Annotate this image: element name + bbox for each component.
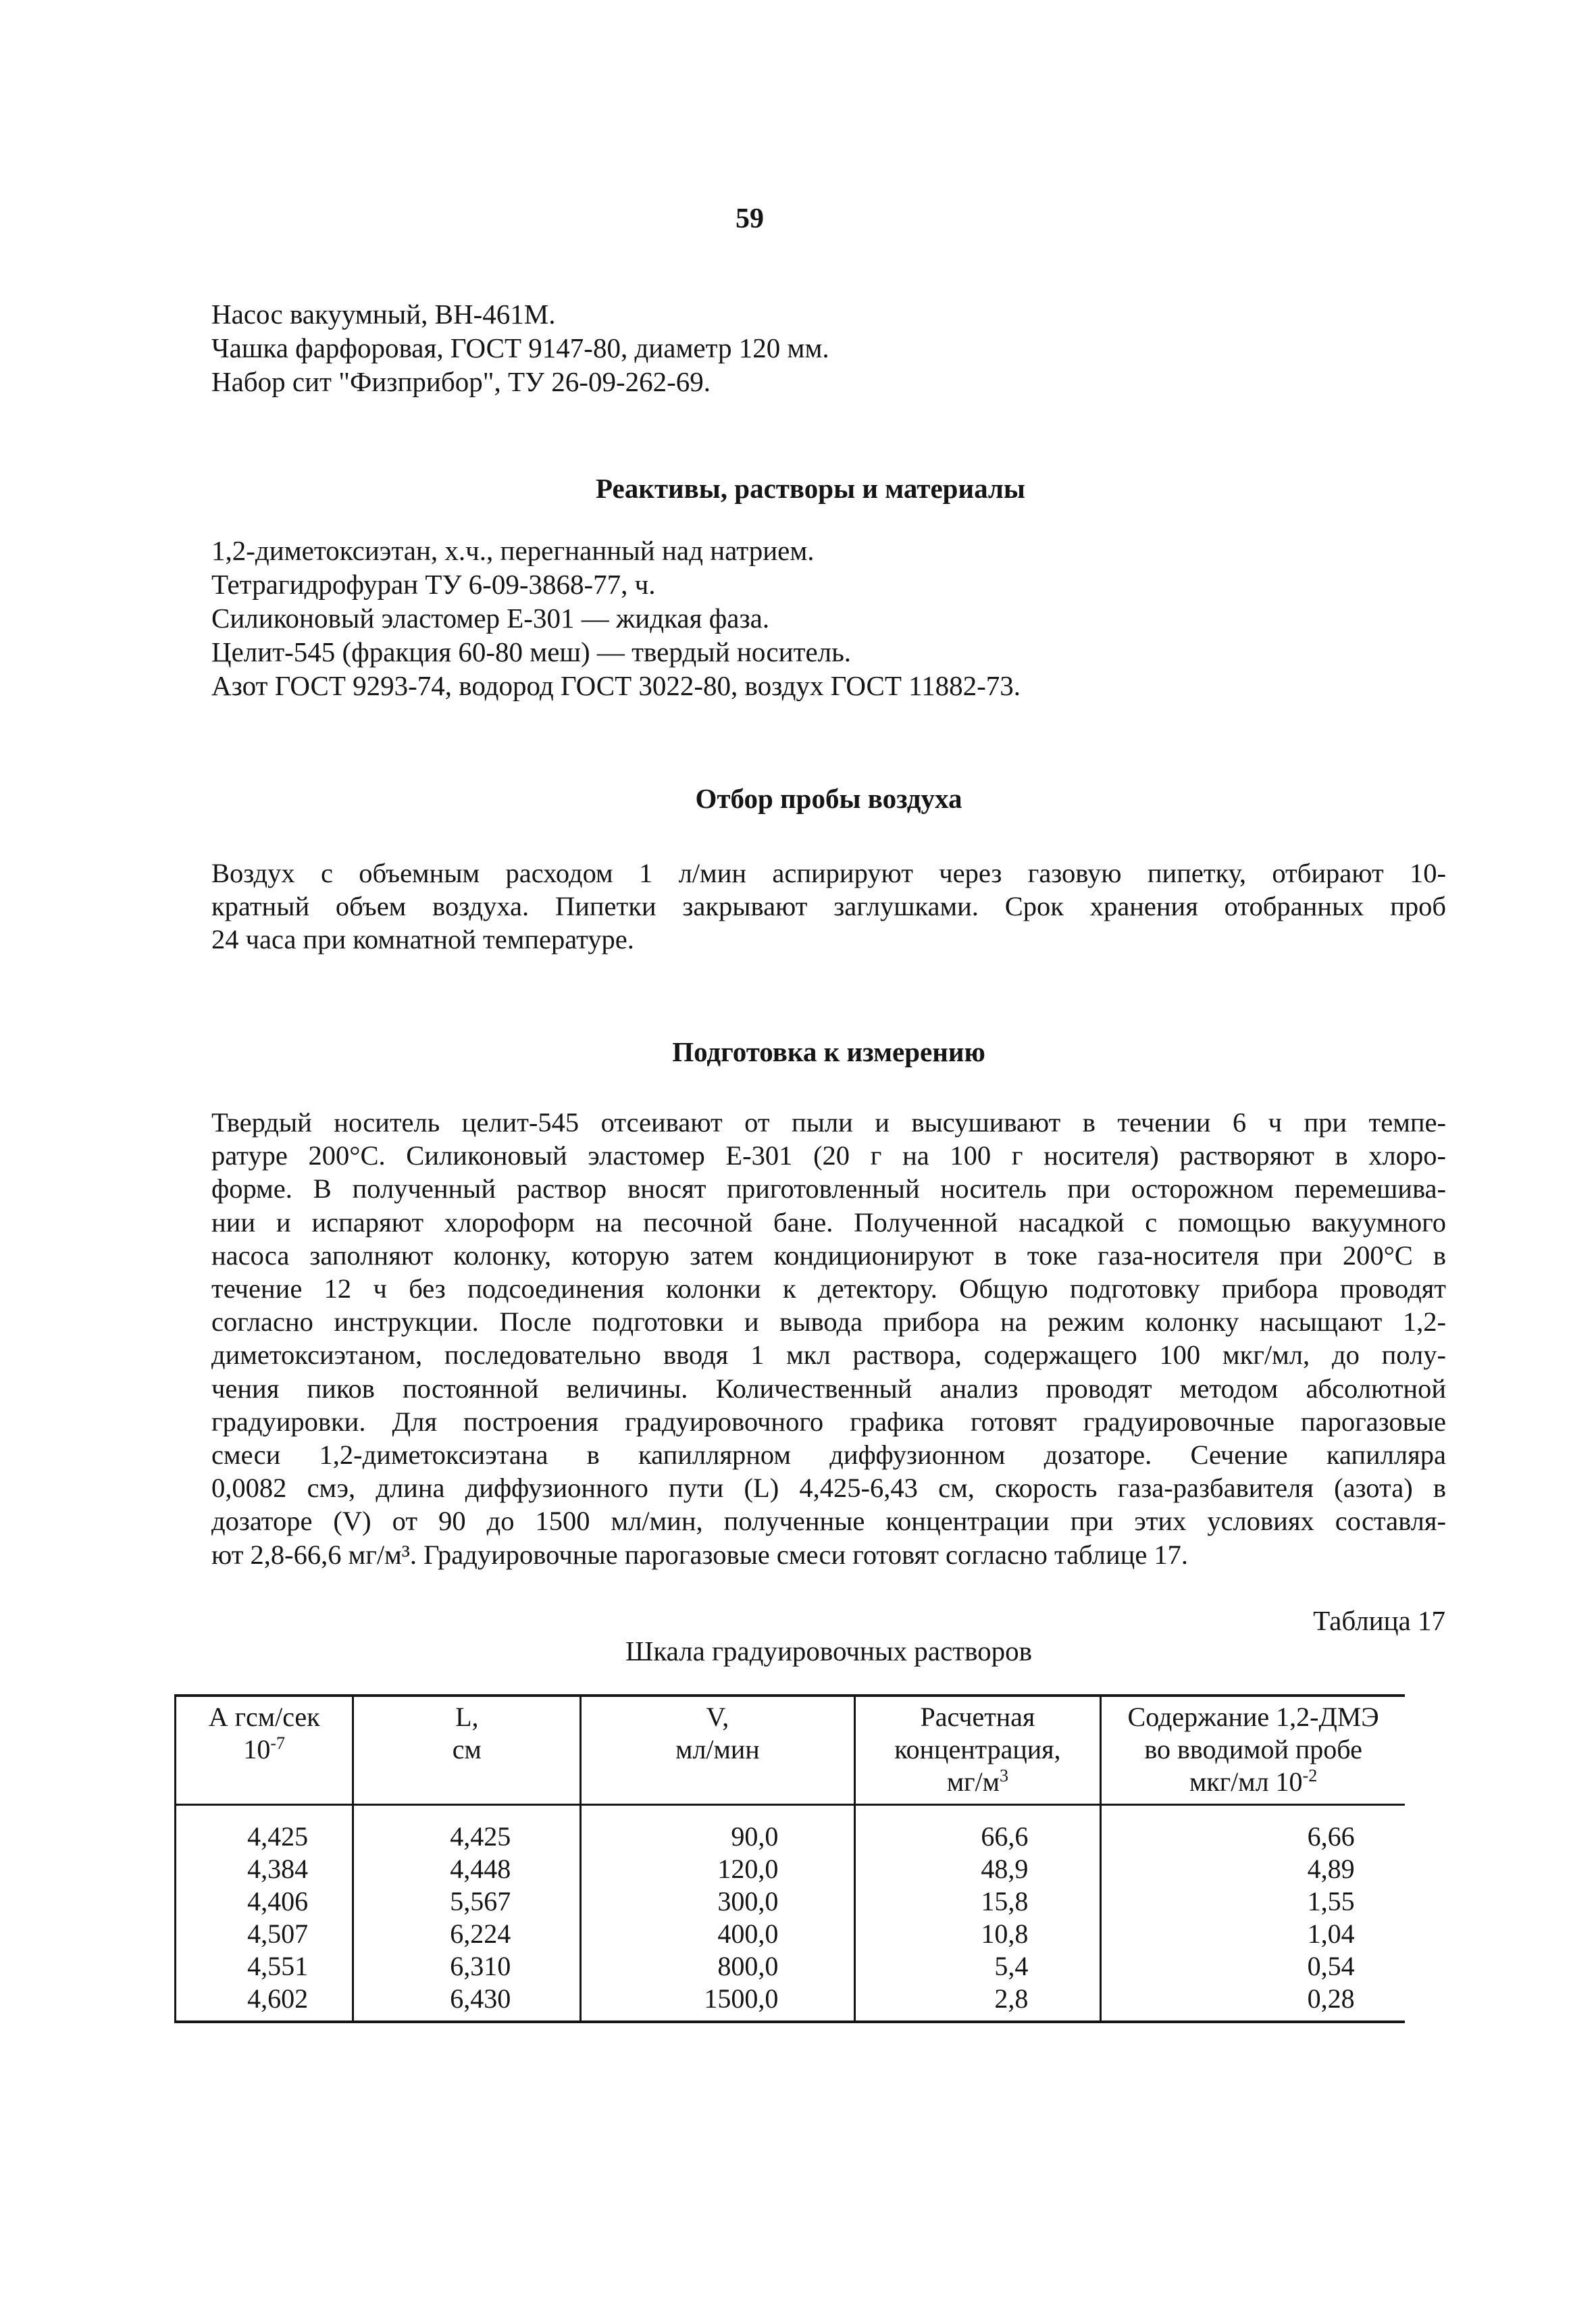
table-cell-v [581,1885,854,1918]
table-cell-v [581,1950,854,1983]
paragraph-line: ратуре 200°С. Силиконовый эластомер Е-301 (20 г на 100 г носителя) растворяют в хлоро- [211,1140,1446,1171]
table-cell-a [176,1805,353,1854]
calibration-table [174,1694,1405,2023]
table-cell-v [581,1853,854,1885]
equipment-item: Чашка фарфоровая, ГОСТ 9147-80, диаметр 120 мм. [211,332,829,363]
cell-value: 1,04 [1307,1918,1355,1949]
reagent-item: Силиконовый эластомер Е-301 — жидкая фаза. [211,603,770,634]
header-superscript: 3 [999,1766,1008,1785]
table-cell-concentration [854,1950,1101,1983]
reagent-item: 1,2-диметоксиэтан, х.ч., перегнанный над натрием. [211,535,815,566]
cell-value: 4,551 [247,1951,309,1981]
cell-value: 800,0 [717,1951,779,1981]
table-cell-concentration [854,1805,1101,1854]
preparation-paragraph [211,1106,1446,1571]
cell-value: 5,567 [450,1886,511,1916]
sampling-heading: Отбор пробы воздуха [695,783,962,814]
table-header-row [176,1696,1406,1805]
cell-value: 2,8 [994,1983,1029,2014]
header-text: А гсм/сек [208,1702,320,1732]
cell-value: 4,406 [247,1886,309,1916]
paragraph-line: чения пиков постоянной величины. Количественный анализ проводят методом абсолютной [211,1373,1446,1404]
table-cell-v [581,1805,854,1854]
table-cell-l [353,1885,581,1918]
cell-value: 300,0 [717,1886,779,1916]
header-text: концентрация, [894,1734,1061,1764]
paragraph-line: Твердый носитель целит-545 отсеивают от пыли и высушивают в течении 6 ч при темпе- [211,1107,1446,1138]
cell-value: 4,448 [450,1854,511,1884]
equipment-item: Насос вакуумный, ВН-461М. [211,299,556,330]
table-cell-v [581,1918,854,1950]
cell-value: 0,28 [1307,1983,1355,2014]
header-text: 10 [243,1734,271,1764]
equipment-item: Набор сит "Физприбор", ТУ 26-09-262-69. [211,366,711,397]
header-text: Расчетная [920,1702,1035,1732]
cell-value: 66,6 [981,1821,1029,1852]
paragraph-line: насоса заполняют колонку, которую затем кондиционируют в токе газа-носителя при 200°С в [211,1240,1446,1271]
cell-value: 6,430 [450,1983,511,2014]
reagents-list [211,534,1446,703]
column-header-v [581,1696,854,1805]
cell-value: 10,8 [981,1918,1029,1949]
header-text: V, [706,1702,729,1732]
reagent-item: Целит-545 (фракция 60-80 меш) — твердый носитель. [211,636,852,667]
cell-value: 6,66 [1307,1821,1355,1852]
paragraph-line: 24 часа при комнатной температуре. [211,924,634,955]
table-cell-l [353,1805,581,1854]
cell-value: 4,507 [247,1918,309,1949]
header-text: во вводимой пробе [1144,1734,1362,1764]
cell-value: 48,9 [981,1854,1029,1884]
table-cell-content [1101,1983,1405,2022]
cell-value: 400,0 [717,1918,779,1949]
reagents-heading: Реактивы, растворы и материалы [596,473,1025,504]
table-cell-a [176,1853,353,1885]
cell-value: 4,602 [247,1983,309,2014]
paragraph-line: дозаторе (V) от 90 до 1500 мл/мин, полученные концентрации при этих условиях составля- [211,1506,1446,1537]
preparation-heading: Подготовка к измерению [672,1036,985,1067]
table-row [176,1950,1406,1983]
table-cell-content [1101,1950,1405,1983]
cell-value: 1,55 [1307,1886,1355,1916]
header-text: см [452,1734,482,1764]
table-cell-l [353,1918,581,1950]
cell-value: 1500,0 [704,1983,779,2014]
paragraph-line: градуировки. Для построения градуировочного графика готовят градуировочные парогазовые [211,1406,1446,1437]
table-cell-l [353,1853,581,1885]
table-cell-a [176,1983,353,2022]
table-cell-concentration [854,1918,1101,1950]
header-text: мг/м [946,1766,1000,1797]
cell-value: 0,54 [1307,1951,1355,1981]
cell-value: 6,224 [450,1918,511,1949]
paragraph-line: диметоксиэтаном, последовательно вводя 1 мкл раствора, содержащего 100 мкг/мл, до полу- [211,1340,1446,1371]
table-cell-a [176,1950,353,1983]
paragraph-line: кратный объем воздуха. Пипетки закрывают заглушками. Срок хранения отобранных проб [211,891,1446,922]
table-row [176,1983,1406,2022]
table-row [176,1853,1406,1885]
column-header-a [176,1696,353,1805]
cell-value: 15,8 [981,1886,1029,1916]
cell-value: 5,4 [994,1951,1029,1981]
paragraph-line: форме. В полученный раствор вносят приготовленный носитель при осторожном перемешива- [211,1173,1446,1204]
table-row [176,1805,1406,1854]
table-cell-a [176,1918,353,1950]
column-header-concentration [854,1696,1101,1805]
cell-value: 4,89 [1307,1854,1355,1884]
column-header-content [1101,1696,1405,1805]
table-title: Шкала градуировочных растворов [625,1635,1033,1667]
paragraph-line: течение 12 ч без подсоединения колонки к детектору. Общую подготовку прибора проводят [211,1273,1446,1304]
cell-value: 4,425 [247,1821,309,1852]
table-cell-content [1101,1918,1405,1950]
reagent-item: Азот ГОСТ 9293-74, водород ГОСТ 3022-80, воздух ГОСТ 11882-73. [211,670,1021,701]
page-number: 59 [736,203,764,234]
equipment-list [211,297,1446,399]
cell-value: 4,384 [247,1854,309,1884]
paragraph-line: Воздух с объемным расходом 1 л/мин аспирируют через газовую пипетку, отбирают 10- [211,858,1446,888]
paragraph-line: нии и испаряют хлороформ на песочной бане. Полученной насадкой с помощью вакуумного [211,1206,1446,1238]
table-cell-a [176,1885,353,1918]
header-text: мкг/мл 10 [1189,1766,1303,1797]
cell-value: 90,0 [731,1821,779,1852]
header-superscript: -2 [1302,1766,1318,1785]
sampling-paragraph [211,857,1446,957]
paragraph-line: смеси 1,2-диметоксиэтана в капиллярном диффузионном дозаторе. Сечение капилляра [211,1440,1446,1471]
table-cell-l [353,1950,581,1983]
table-cell-v [581,1983,854,2022]
reagent-item: Тетрагидрофуран ТУ 6-09-3868-77, ч. [211,569,656,600]
table-cell-l [353,1983,581,2022]
paragraph-line: ют 2,8-66,6 мг/м³. Градуировочные парогазовые смеси готовят согласно таблице 17. [211,1539,1189,1570]
table-row [176,1885,1406,1918]
header-text: L, [455,1702,479,1732]
table-cell-concentration [854,1885,1101,1918]
cell-value: 120,0 [717,1854,779,1884]
cell-value: 6,310 [450,1951,511,1981]
table-cell-content [1101,1853,1405,1885]
column-header-l [353,1696,581,1805]
header-text: мл/мин [675,1734,760,1764]
header-superscript: -7 [270,1733,285,1753]
paragraph-line: 0,0082 смэ, длина диффузионного пути (L) 4,425-6,43 см, скорость газа-разбавителя (азота) в [211,1473,1446,1504]
table-cell-content [1101,1885,1405,1918]
table-cell-concentration [854,1853,1101,1885]
table-number-label: Таблица 17 [1313,1605,1445,1636]
paragraph-line: согласно инструкции. После подготовки и вывода прибора на режим колонку насыщают 1,2- [211,1306,1446,1338]
table-cell-concentration [854,1983,1101,2022]
header-text: Содержание 1,2-ДМЭ [1127,1702,1379,1732]
table-row [176,1918,1406,1950]
table-cell-content [1101,1805,1405,1854]
cell-value: 4,425 [450,1821,511,1852]
